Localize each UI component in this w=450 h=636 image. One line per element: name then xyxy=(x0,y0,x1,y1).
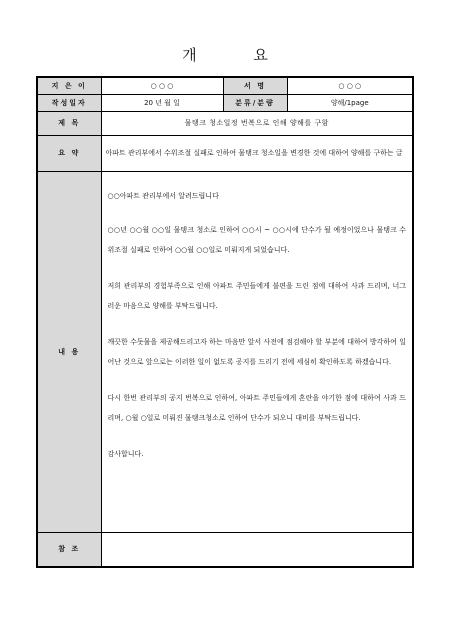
content-paragraph-6: 감사합니다. xyxy=(107,449,144,458)
content-body[interactable] xyxy=(101,171,413,532)
content-paragraph-1: ○○아파트 관리부에서 알려드립니다 xyxy=(107,191,219,200)
date-value[interactable]: 20 년 월 일 xyxy=(101,94,223,111)
signature-label: 서 명 xyxy=(223,77,287,94)
author-row xyxy=(37,77,413,94)
summary-row xyxy=(37,135,413,171)
content-label: 내 용 xyxy=(37,171,101,532)
signature-value[interactable]: ○ ○ ○ xyxy=(287,77,413,94)
date-row xyxy=(37,94,413,111)
summary-value[interactable]: 아파트 관리부에서 수위조절 실패로 인하여 물탱크 청소일을 변경한 것에 대하여 양해를 구하는 글 xyxy=(101,135,413,171)
author-label: 지 은 이 xyxy=(37,77,101,94)
content-paragraph-5: 다시 한번 관리부의 공지 번복으로 인하여, 아파트 주민들에게 혼란을 야기한 점에 대하여 사과 드리며, ○월 ○일로 미뤄진 물탱크청소로 인하여 단수가 되오니 대비를 부탁드립니다. xyxy=(107,393,406,422)
reference-value[interactable] xyxy=(101,532,413,567)
reference-label: 참 조 xyxy=(37,532,101,567)
summary-label: 요 약 xyxy=(37,135,101,171)
subject-row xyxy=(37,111,413,135)
overview-form-table xyxy=(36,76,414,568)
subject-value[interactable]: 물탱크 청소일정 번복으로 인해 양해를 구함 xyxy=(101,111,413,135)
content-paragraph-2: ○○년 ○○월 ○○일 물탱크 청소로 인하여 ○○시 ~ ○○시에 단수가 될 예정이었으나 물탱크 수위조절 실패로 인하여 ○○월 ○○일로 미뤄지게 되었습니다. xyxy=(107,225,406,254)
document-title: 개 요 xyxy=(182,46,294,64)
subject-label: 제 목 xyxy=(37,111,101,135)
content-row xyxy=(37,171,413,532)
reference-row xyxy=(37,532,413,567)
date-label: 작성일자 xyxy=(37,94,101,111)
content-paragraph-3: 저희 관리부의 경험부족으로 인해 아파트 주민들에게 불편을 드린 점에 대하여 사과 드리며, 너그러운 마음으로 양해를 부탁드립니다. xyxy=(107,281,406,310)
author-value[interactable]: ○ ○ ○ xyxy=(101,77,223,94)
category-value[interactable]: 양해/1page xyxy=(287,94,413,111)
category-label: 분류/분량 xyxy=(223,94,287,111)
content-paragraph-4: 깨끗한 수돗물을 제공해드리고자 하는 마음만 앞서 사전에 점검해야 할 부분에 대하여 방각하여 일어난 것으로 앞으로는 이러한 일이 없도록 공지를 드리기 전에 세심히 확인하도록 하겠습니다. xyxy=(107,337,406,366)
